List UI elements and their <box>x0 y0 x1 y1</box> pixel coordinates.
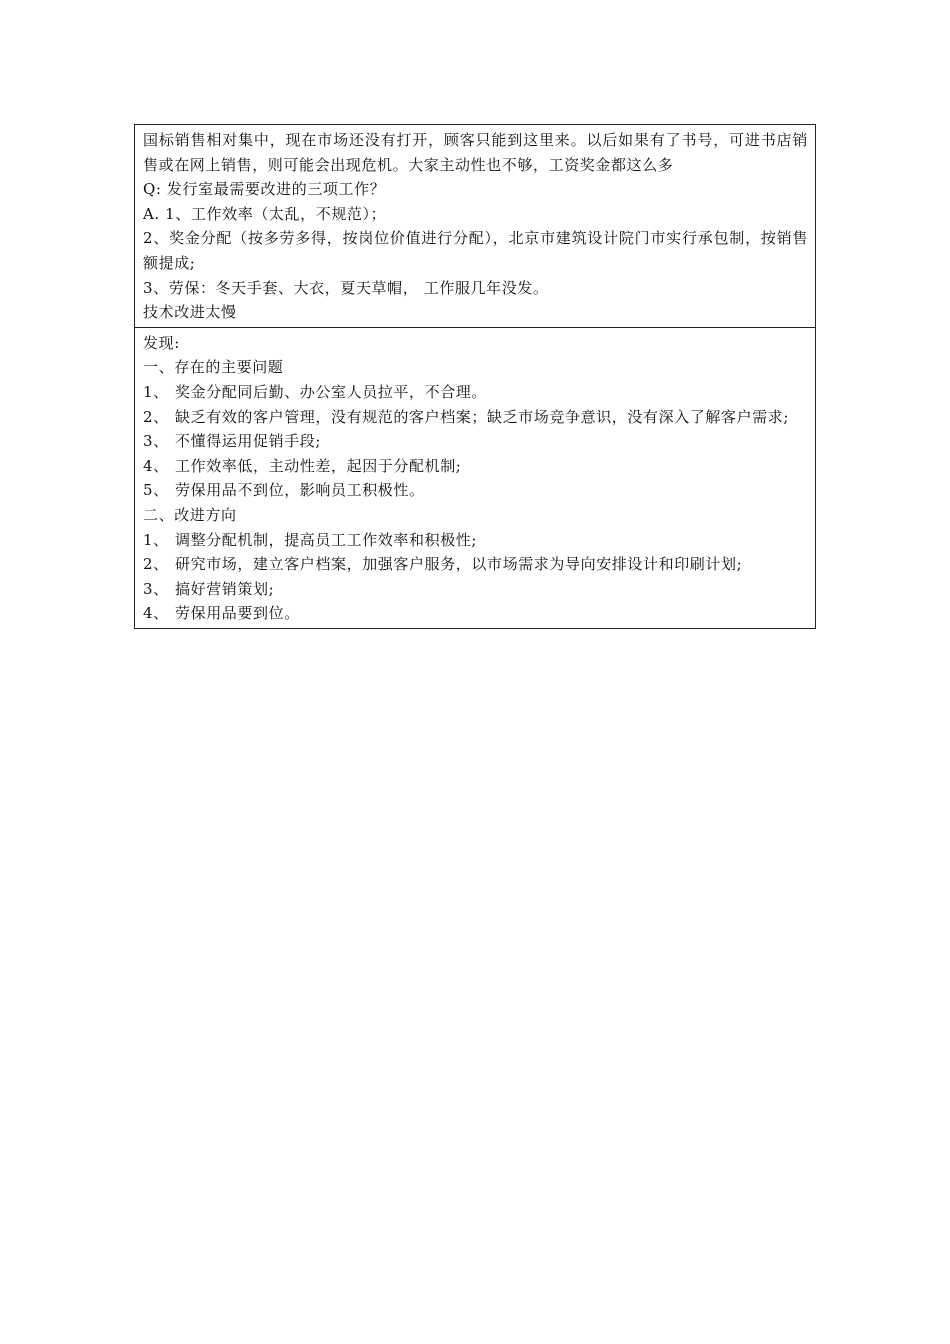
list-item-number: 4、 <box>143 456 169 475</box>
list-item <box>143 478 808 503</box>
list-item-text: 研究市场，建立客户档案，加强客户服务，以市场需求为导向安排设计和印刷计划; <box>175 555 743 574</box>
list-item <box>143 577 808 602</box>
interview-answer-1: A. 1、工作效率（太乱，不规范）； <box>143 204 387 223</box>
findings-cell <box>135 327 816 628</box>
list-item <box>143 405 808 430</box>
interview-closing-note: 技术改进太慢 <box>143 303 237 322</box>
improvements-section-title: 二、改进方向 <box>143 505 237 524</box>
findings-heading: 发现: <box>143 333 180 352</box>
list-item-number: 2、 <box>143 407 169 426</box>
list-item-number: 5、 <box>143 481 169 500</box>
list-item-number: 1、 <box>143 382 169 401</box>
list-item-text: 调整分配机制，提高员工工作效率和积极性; <box>175 530 478 549</box>
list-item-text: 不懂得运用促销手段; <box>175 432 322 451</box>
problems-section-title: 一、存在的主要问题 <box>143 358 284 377</box>
list-item-text: 缺乏有效的客户管理，没有规范的客户档案；缺乏市场竞争意识，没有深入了解客户需求; <box>175 407 790 426</box>
list-item <box>143 429 808 454</box>
list-item <box>143 601 808 626</box>
interview-row <box>135 125 816 328</box>
list-item-text: 劳保用品要到位。 <box>175 604 300 623</box>
interview-answer-3: 3、劳保：冬天手套、大衣，夏天草帽， 工作服几年没发。 <box>143 278 549 297</box>
interview-answer-2: 2、奖金分配（按多劳多得，按岗位价值进行分配），北京市建筑设计院门市实行承包制，按销售额提成; <box>143 229 808 272</box>
list-item-number: 4、 <box>143 604 169 623</box>
list-item <box>143 380 808 405</box>
list-item-number: 3、 <box>143 432 169 451</box>
list-item-text: 工作效率低，主动性差，起因于分配机制; <box>175 456 462 475</box>
findings-row <box>135 327 816 628</box>
list-item <box>143 454 808 479</box>
interview-record-table <box>134 124 816 629</box>
list-item-text: 搞好营销策划; <box>175 579 275 598</box>
interview-notes-cell <box>135 125 816 328</box>
interview-paragraph: 国标销售相对集中，现在市场还没有打开，顾客只能到这里来。以后如果有了书号，可进书店销售或在网上销售，则可能会出现危机。大家主动性也不够，工资奖金都这么多 <box>143 131 808 174</box>
list-item-number: 1、 <box>143 530 169 549</box>
list-item-number: 3、 <box>143 579 169 598</box>
list-item <box>143 552 808 577</box>
list-item-text: 劳保用品不到位，影响员工积极性。 <box>175 481 425 500</box>
list-item-number: 2、 <box>143 555 169 574</box>
list-item-text: 奖金分配同后勤、办公室人员拉平，不合理。 <box>175 382 488 401</box>
interview-question: Q: 发行室最需要改进的三项工作？ <box>143 180 386 199</box>
list-item <box>143 528 808 553</box>
